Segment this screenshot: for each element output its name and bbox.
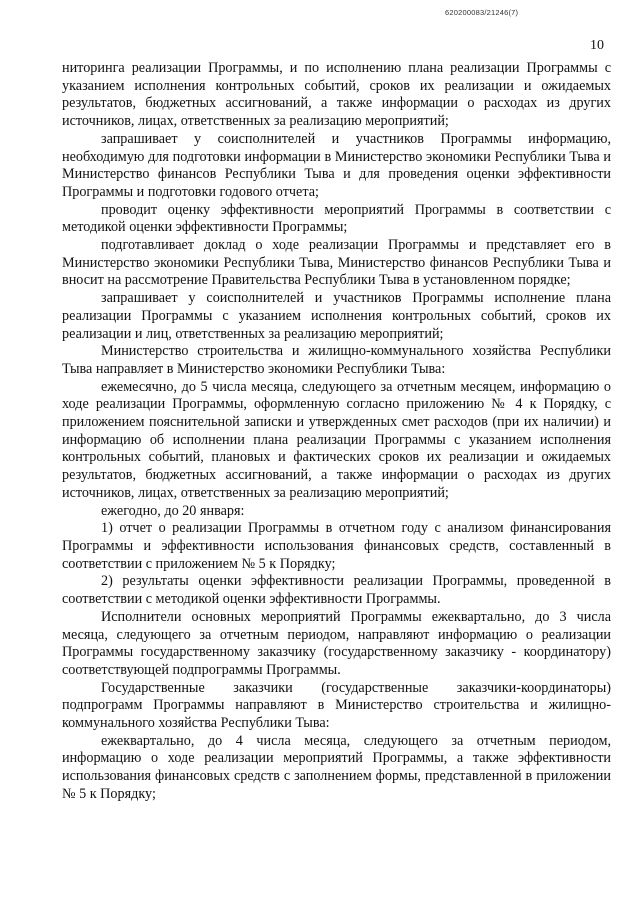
paragraph: 1) отчет о реализации Программы в отчетном году с анализом финансирования Программы и эффективности использования финансовых средств, составленный в соответствии с приложением № 5 к Порядку; [62, 520, 611, 572]
paragraph: запрашивает у соисполнителей и участников Программы информацию, необходимую для подготовки информации в Министерство экономики Республики Тыва и Министерство финансов Республики Тыва и для проведения оценки эффективности Программы и подготовки годового отчета; [62, 130, 611, 200]
document-code: 620200083/21246(7) [445, 8, 519, 17]
paragraph: проводит оценку эффективности мероприятий Программы в соответствии с методикой оценки эффективности Программы; [62, 201, 611, 236]
paragraph: запрашивает у соисполнителей и участников Программы исполнение плана реализации Программы с указанием исполнения контрольных событий, сроков их реализации и лиц, ответственных за реализацию мероприятий; [62, 290, 611, 342]
paragraph: Исполнители основных мероприятий Программы ежеквартально, до 3 числа месяца, следующего за отчетным периодом, направляют информацию о реализации Программы государственному заказчику (государственному заказчику - координатору) соответствующей подпрограммы Программы. [62, 608, 611, 678]
paragraph: 2) результаты оценки эффективности реализации Программы, проведенной в соответствии с методикой оценки эффективности Программы. [62, 573, 611, 608]
paragraph: ежегодно, до 20 января: [101, 502, 245, 519]
paragraph: ежеквартально, до 4 числа месяца, следующего за отчетным периодом, информацию о ходе реализации мероприятий Программы, а также эффективности использования финансовых средств с заполнением формы, представленной в приложении № 5 к Порядку; [62, 732, 611, 802]
document-body [62, 60, 611, 804]
paragraph: подготавливает доклад о ходе реализации Программы и представляет его в Министерство экономики Республики Тыва, Министерство финансов Республики Тыва и вносит на рассмотрение Правительства Республики Тыва в установленном порядке; [62, 237, 611, 289]
paragraph: Государственные заказчики (государственные заказчики-координаторы) подпрограмм Программы направляют в Министерство строительства и жилищно-коммунального хозяйства Республики Тыва: [62, 679, 611, 732]
paragraph: ниторинга реализации Программы, и по исполнению плана реализации Программы с указанием исполнения контрольных событий, сроков их реализации и ожидаемых результатов, бюджетных ассигнований, а также информации о расходах из других источников, лицах, ответственных за реализацию мероприятий; [62, 60, 611, 130]
paragraph: ежемесячно, до 5 числа месяца, следующего за отчетным месяцем, информацию о ходе реализации Программы, оформленную согласно приложению № 4 к Порядку, с приложением пояснительной записки и утвержденных смет расходов (при их наличии) и информацию об исполнении плана реализации Программы с указанием исполнения контрольных событий, плановых и фактических сроков их реализации и ожидаемых результатов, бюджетных ассигнований, а также информации о расходах из других источников, лицах, ответственных за реализацию мероприятий; [62, 378, 611, 501]
page-number: 10 [590, 38, 604, 53]
paragraph: Министерство строительства и жилищно-коммунального хозяйства Республики Тыва направляет в Министерство экономики Республики Тыва: [62, 343, 611, 377]
